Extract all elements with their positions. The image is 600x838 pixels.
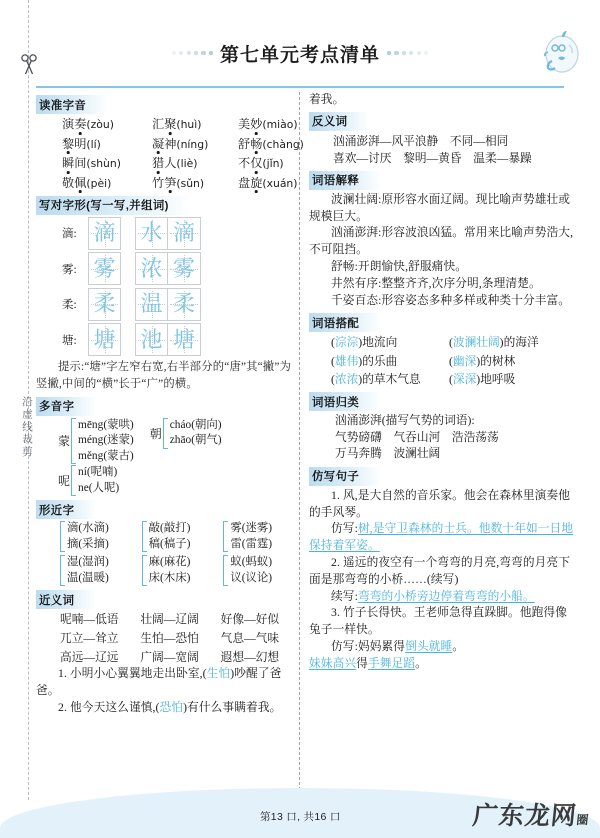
synonym-pair: 好像—好似 bbox=[220, 613, 280, 626]
pronunciation-item: 舒畅(chàng) bbox=[238, 136, 304, 151]
section-pronunciation bbox=[36, 92, 304, 192]
writing-single-box bbox=[88, 323, 121, 356]
collocation-grid bbox=[309, 334, 574, 388]
similar-char-entry: 摘(采摘) bbox=[67, 537, 109, 550]
collocation-item: (波澜壮阔)的海洋 bbox=[449, 336, 539, 350]
writing-word-boxes bbox=[135, 288, 201, 321]
polyphonic-reading: méng(迷蒙) bbox=[78, 434, 134, 446]
polyphonic-char: 朝 bbox=[149, 426, 162, 441]
collocation-item: (深深)地呼吸 bbox=[449, 373, 516, 387]
writing-single-box bbox=[88, 217, 121, 250]
grid-char: 滴 bbox=[172, 220, 195, 245]
answer-label: 续写: bbox=[331, 589, 358, 603]
brace-marker bbox=[163, 418, 168, 449]
imitation-prompt bbox=[309, 605, 574, 639]
watermark-text: 广东龙网 bbox=[471, 802, 579, 830]
section-heading-collocation: 词语搭配 bbox=[309, 313, 381, 332]
antonym-line: 喜欢—讨厌 黎明—黄昏 温柔—暴躁 bbox=[333, 151, 532, 165]
pronunciation-item: 演奏(zòu) bbox=[62, 117, 114, 131]
pronunciation-item: 汇聚(huì) bbox=[152, 117, 202, 131]
grid-char: 柔 bbox=[172, 291, 195, 316]
watermark-logo bbox=[471, 796, 592, 832]
answer-text: 树,是守卫森林的士兵。他数十年如一日地保持着军姿。 bbox=[309, 522, 574, 553]
similar-pair bbox=[223, 555, 301, 586]
brace-marker bbox=[223, 521, 228, 552]
brace-marker bbox=[223, 555, 228, 586]
polyphonic-row-2 bbox=[36, 465, 301, 496]
synonym-pair: 广阔—宽阔 bbox=[140, 651, 199, 664]
grid-box bbox=[88, 323, 121, 356]
grid-char: 塘 bbox=[93, 326, 116, 352]
grid-box bbox=[135, 288, 168, 321]
polyphonic-char: 呢 bbox=[58, 474, 71, 488]
collocation-item: (浓浓)的草木气息 bbox=[331, 373, 421, 387]
item-number: 1. bbox=[331, 488, 343, 502]
section-heading-imitation: 仿写句子 bbox=[309, 467, 381, 486]
collocation-rest: )的草木气息 bbox=[358, 373, 421, 387]
grid-box bbox=[88, 252, 121, 285]
imitation-prompt bbox=[309, 555, 574, 589]
synonym-pair: 壮阔—辽阔 bbox=[140, 613, 199, 626]
similar-char-entry: 敲(敲打) bbox=[148, 522, 191, 534]
grid-char: 池 bbox=[140, 326, 163, 352]
section-heading-writing: 写对字形(写一写,并组词) bbox=[36, 196, 191, 215]
synonym-example bbox=[36, 666, 301, 700]
similar-char-entry: 议(议论) bbox=[230, 571, 273, 584]
collocation-word: 雄伟 bbox=[334, 354, 359, 368]
imitation-answer bbox=[309, 589, 574, 606]
explanation-item: 汹涌澎湃:形容波浪凶猛。常用来比喻声势浩大,不可阻挡。 bbox=[309, 226, 574, 257]
pronunciation-item: 敬佩(pèi) bbox=[62, 175, 112, 190]
similar-pair bbox=[60, 521, 138, 552]
similar-pair bbox=[60, 555, 138, 586]
collocation-rest: )的乐曲 bbox=[358, 354, 398, 368]
section-antonyms bbox=[309, 109, 574, 167]
brace-marker bbox=[71, 418, 76, 465]
antonym-line: 汹涌澎湃—风平浪静 不同—相同 bbox=[333, 134, 509, 148]
similar-chars-grid bbox=[36, 521, 301, 586]
polyphonic-reading: mēng(蒙哄) bbox=[78, 418, 134, 431]
similar-char-entry: 滴(水滴) bbox=[67, 522, 109, 534]
answer-text: 得 bbox=[356, 656, 368, 670]
polyphonic-reading: ní(呢喃) bbox=[78, 466, 118, 478]
prompt-text: 风,是大自然的音乐家。他会在森林里演奏他的手风琴。 bbox=[309, 488, 570, 519]
polyphonic-readings bbox=[78, 418, 134, 465]
polyphonic-reading: ne(人呢) bbox=[78, 481, 120, 494]
carryover-text: 着我。 bbox=[309, 93, 345, 106]
synonym-pair: 气息—气味 bbox=[220, 632, 280, 645]
collocation-rest: )的海洋 bbox=[499, 336, 539, 350]
writing-row bbox=[36, 217, 301, 250]
classification-line: 气势磅礴 气吞山河 浩浩荡荡 bbox=[335, 430, 499, 444]
grid-box bbox=[135, 217, 168, 250]
answer-text: 。 bbox=[415, 656, 427, 670]
section-explanations bbox=[309, 168, 574, 310]
synonyms-grid bbox=[36, 611, 301, 666]
polyphonic-readings bbox=[170, 418, 222, 449]
synonym-pair: 高远—辽远 bbox=[60, 651, 119, 664]
answer-label: 仿写: bbox=[331, 640, 358, 654]
explanation-item: 井然有序:整整齐齐,次序分明,条理清楚。 bbox=[331, 276, 541, 290]
writing-single-box bbox=[88, 252, 121, 285]
brace-marker bbox=[71, 465, 76, 496]
similar-pair bbox=[223, 521, 301, 552]
example-number: 1. bbox=[58, 667, 70, 680]
collocation-word: 深深 bbox=[452, 373, 477, 387]
writing-word-boxes bbox=[135, 217, 201, 250]
similar-pair bbox=[142, 555, 220, 586]
explanation-item: 波澜壮阔:原形容水面辽阔。现比喻声势雄壮或规模巨大。 bbox=[309, 192, 571, 223]
page-title: 第七单元考点清单 bbox=[219, 44, 380, 66]
writing-row-label: 雾: bbox=[62, 263, 77, 276]
writing-row bbox=[36, 323, 301, 356]
writing-word-boxes bbox=[135, 252, 201, 285]
answer-highlight: 手舞足蹈 bbox=[367, 656, 416, 670]
polyphonic-row-1 bbox=[36, 418, 301, 465]
content-columns bbox=[0, 92, 600, 790]
polyphonic-group bbox=[58, 418, 134, 465]
pronunciation-item: 竹笋(sǔn) bbox=[152, 175, 205, 190]
grid-char: 塘 bbox=[172, 326, 195, 352]
similar-char-entry: 温(温暖) bbox=[67, 571, 109, 584]
writing-word-boxes bbox=[135, 323, 201, 356]
page-header bbox=[0, 38, 600, 90]
writing-row-label: 塘: bbox=[62, 334, 77, 347]
grid-char: 雾 bbox=[172, 255, 195, 281]
grid-box bbox=[135, 323, 168, 356]
grid-box bbox=[168, 288, 201, 321]
imitation-answer bbox=[309, 639, 574, 656]
similar-char-entry: 稿(稿子) bbox=[148, 537, 191, 550]
classification-line: 万马奔腾 波澜壮阔 bbox=[335, 447, 441, 461]
similar-char-entry: 麻(麻花) bbox=[148, 556, 191, 568]
collocation-item: (幽深)的树林 bbox=[449, 354, 516, 368]
prompt-text: 遥远的夜空有一个弯弯的月亮,弯弯的月亮下面是那弯弯的小桥……(续写) bbox=[309, 556, 570, 586]
section-imitation bbox=[309, 464, 574, 673]
explanation-item: 舒畅:开朗愉快,舒服痛快。 bbox=[331, 259, 468, 273]
section-heading-antonyms: 反义词 bbox=[309, 112, 369, 131]
section-polyphonic bbox=[36, 394, 301, 497]
polyphonic-group bbox=[150, 418, 222, 449]
synonym-pair: 兀立—耸立 bbox=[60, 632, 119, 645]
imitation-answer bbox=[309, 521, 574, 555]
synonym-pair: 呢喃—低语 bbox=[60, 613, 119, 626]
grid-box bbox=[135, 252, 168, 285]
similar-char-entry: 湿(湿润) bbox=[67, 556, 109, 568]
pronunciation-item: 凝神(níng) bbox=[152, 136, 209, 151]
synonym-example bbox=[36, 700, 301, 717]
imitation-answer-2 bbox=[309, 656, 574, 673]
collocation-item: (淙淙)地流向 bbox=[331, 336, 398, 350]
similar-char-entry: 蚁(蚂蚁) bbox=[230, 556, 273, 568]
writing-row-label: 柔: bbox=[62, 299, 77, 311]
pronunciation-item: 猎人(liè) bbox=[152, 156, 198, 170]
answer-text: 妈妈累得 bbox=[357, 640, 406, 654]
section-heading-similar: 形近字 bbox=[36, 500, 96, 519]
similar-pair bbox=[142, 521, 220, 552]
grid-char: 雾 bbox=[93, 255, 116, 281]
example-number: 2. bbox=[58, 700, 70, 714]
section-heading-synonyms: 近义词 bbox=[36, 590, 96, 609]
brace-marker bbox=[60, 555, 65, 586]
collocation-item: (雄伟)的乐曲 bbox=[331, 354, 398, 368]
grid-char: 浓 bbox=[140, 255, 163, 281]
section-heading-classification: 词语归类 bbox=[309, 392, 381, 411]
answer-text: 。 bbox=[452, 640, 465, 654]
collocation-word: 浓浓 bbox=[334, 373, 359, 387]
section-synonyms bbox=[36, 587, 301, 716]
page-number-footer: 第13 口, 共16 口 bbox=[260, 811, 341, 823]
answer-highlight: 妹妹高兴 bbox=[309, 656, 357, 670]
collocation-word: 淙淙 bbox=[334, 336, 359, 350]
example-text: )有什么事瞒着我。 bbox=[183, 700, 282, 714]
collocation-rest: )地流向 bbox=[358, 336, 398, 350]
pronunciation-item: 盘旋(xuán) bbox=[238, 175, 298, 190]
similar-char-entry: 床(木床) bbox=[148, 571, 191, 584]
pronunciation-item: 黎明(lí) bbox=[62, 136, 101, 151]
collocation-rest: )的树林 bbox=[476, 354, 516, 368]
polyphonic-reading: měng(蒙古) bbox=[78, 449, 134, 462]
brace-marker bbox=[60, 521, 65, 552]
example-text: 小明小心翼翼地走出卧室,( bbox=[70, 667, 207, 680]
item-number: 2. bbox=[331, 556, 343, 570]
synonym-pair: 遐想—幻想 bbox=[220, 651, 280, 664]
grid-box bbox=[168, 217, 201, 250]
section-heading-polyphonic: 多音字 bbox=[36, 397, 96, 416]
section-writing bbox=[36, 193, 301, 393]
left-column bbox=[36, 92, 304, 790]
collocation-word: 波澜壮阔 bbox=[452, 336, 500, 350]
section-heading-explanations: 词语解释 bbox=[309, 171, 381, 190]
grid-char: 柔 bbox=[93, 291, 116, 316]
collocation-rest: )地呼吸 bbox=[476, 373, 516, 387]
pronunciation-grid bbox=[36, 116, 304, 192]
item-number: 3. bbox=[331, 606, 343, 620]
title-dots-left bbox=[172, 51, 213, 55]
polyphonic-readings bbox=[78, 465, 119, 496]
grid-box bbox=[88, 217, 121, 250]
grid-box bbox=[168, 252, 201, 285]
section-heading-pronunciation: 读准字音 bbox=[36, 95, 108, 114]
title-dots-right bbox=[387, 51, 428, 55]
polyphonic-reading: cháo(朝向) bbox=[169, 418, 222, 431]
grid-char: 水 bbox=[140, 220, 163, 245]
pronunciation-item: 美妙(miào) bbox=[238, 117, 298, 131]
classification-title: 汹涌澎湃(描写气势的词语): bbox=[335, 414, 475, 428]
section-classification bbox=[309, 389, 574, 463]
section-collocation bbox=[309, 310, 574, 388]
grid-char: 滴 bbox=[93, 220, 116, 245]
example-text: 他今天这么谨慎,( bbox=[70, 700, 160, 714]
example-text: )吵醒了爸爸。 bbox=[36, 667, 282, 697]
imitation-prompt bbox=[309, 488, 574, 522]
writing-row bbox=[36, 252, 301, 285]
prompt-text: 竹子长得快。王老师急得直跺脚。他跑得像兔子一样快。 bbox=[309, 606, 567, 637]
explanation-item: 千姿百态:形容姿态多种多样或种类十分丰富。 bbox=[331, 293, 571, 307]
answer-label: 仿写: bbox=[331, 522, 358, 536]
writing-row bbox=[36, 288, 301, 321]
pronunciation-item: 不仅(jǐn) bbox=[238, 156, 284, 170]
writing-tip-text: 提示:“塘”字左窄右宽,右半部分的“唐”其“撇”为竖撇,中间的“横”长于“广”的横。 bbox=[36, 360, 292, 390]
grid-box bbox=[88, 288, 121, 321]
writing-row-label: 滴: bbox=[62, 228, 77, 240]
similar-char-entry: 雾(迷雾) bbox=[230, 522, 273, 534]
writing-single-box bbox=[88, 288, 121, 321]
grid-char: 温 bbox=[140, 291, 163, 316]
similar-char-entry: 雷(雷霆) bbox=[230, 537, 273, 550]
polyphonic-reading: zhāo(朝气) bbox=[169, 434, 222, 446]
header-rule bbox=[36, 86, 564, 88]
pronunciation-item: 瞬间(shùn) bbox=[62, 156, 121, 170]
section-similar-chars bbox=[36, 497, 301, 586]
grid-box bbox=[168, 323, 201, 356]
cut-instruction-text: 沿虚线裁剪 bbox=[21, 396, 32, 459]
polyphonic-group bbox=[58, 465, 119, 496]
example-answer: 恐怕 bbox=[159, 700, 184, 714]
answer-highlight: 倒头就睡 bbox=[405, 640, 453, 654]
brace-marker bbox=[142, 521, 147, 552]
brace-marker bbox=[142, 555, 147, 586]
mascot-icon bbox=[538, 28, 586, 80]
polyphonic-char: 蒙 bbox=[58, 434, 71, 449]
collocation-word: 幽深 bbox=[452, 354, 477, 368]
example-answer: 生怕 bbox=[206, 667, 231, 680]
answer-text: 弯弯的小桥旁边停着弯弯的小船。 bbox=[357, 589, 535, 603]
watermark-suffix: 圈 bbox=[575, 813, 591, 827]
right-column bbox=[309, 92, 574, 790]
synonym-pair: 生怕—恐怕 bbox=[140, 632, 199, 645]
